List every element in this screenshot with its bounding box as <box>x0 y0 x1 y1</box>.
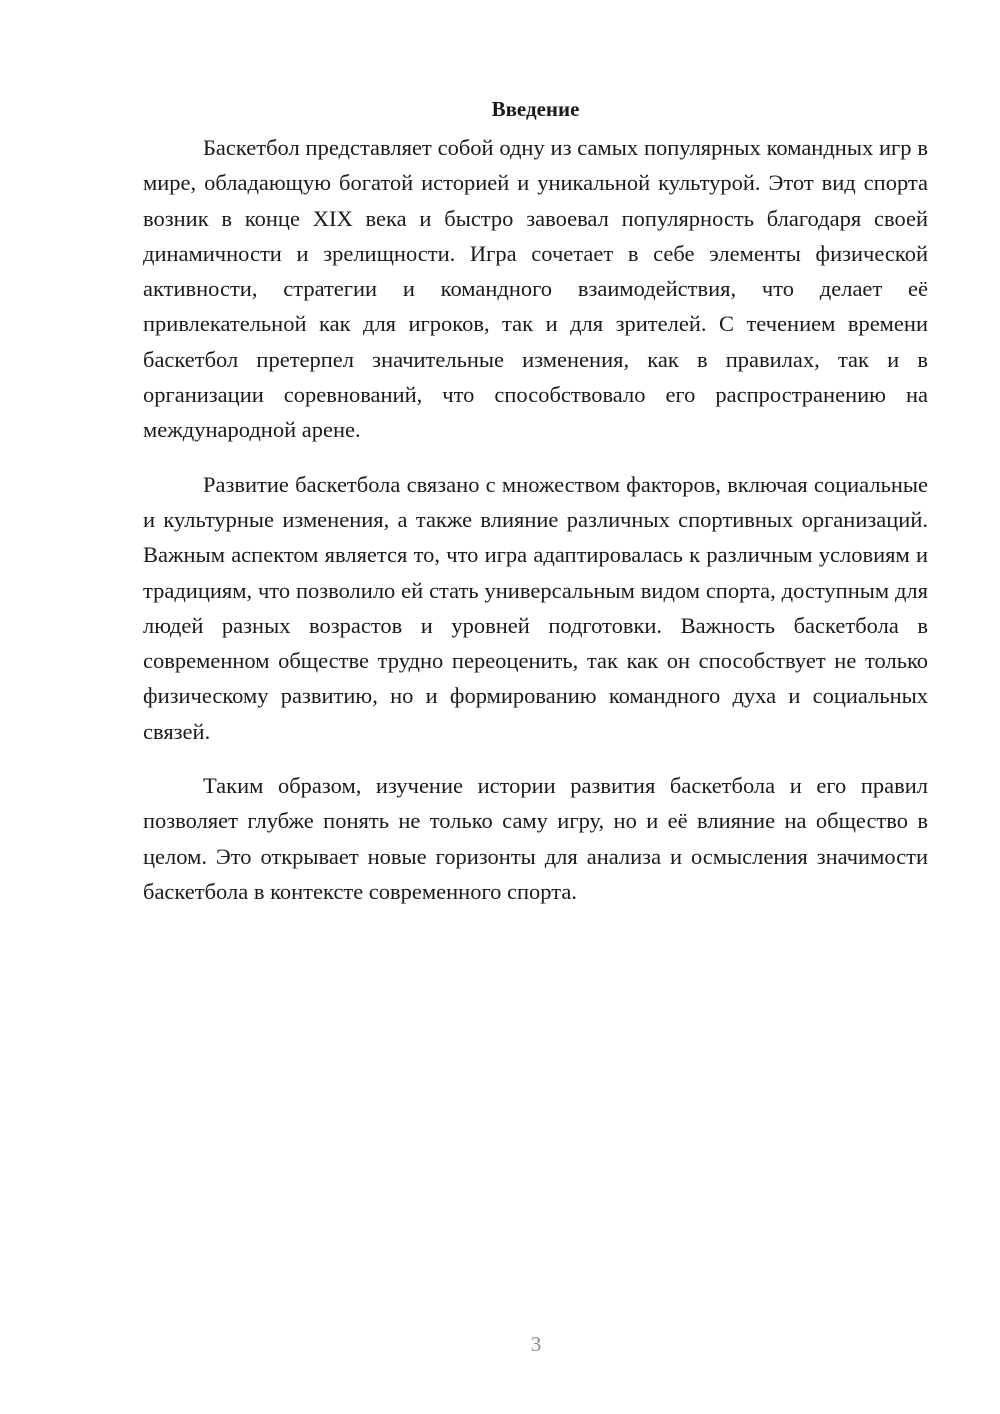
page-number: 3 <box>530 1332 542 1356</box>
page-content <box>143 92 928 928</box>
paragraph-3: Таким образом, изучение истории развития баскетбола и его правил позволяет глубже понять не только саму игру, но и её влияние на общество в целом. Это открывает новые горизонты для анализа и осмысления значимости баскетбола в контексте современного спорта. <box>143 773 928 904</box>
paragraph-2: Развитие баскетбола связано с множеством факторов, включая социальные и культурные изменения, а также влияние различных спортивных организаций. Важным аспектом является то, что игра адаптировалась к различным условиям и традициям, что позволило ей стать универсальным видом спорта, доступным для людей разных возрастов и уровней подготовки. Важность баскетбола в современном обществе трудно переоценить, так как он способствует не только физическому развитию, но и формированию командного духа и социальных связей. <box>143 471 928 744</box>
section-heading: Введение <box>491 97 580 121</box>
paragraph-1: Баскетбол представляет собой одну из самых популярных командных игр в мире, обладающую богатой историей и уникальной культурой. Этот вид спорта возник в конце XIX века и быстро завоевал популярность благодаря своей динамичности и зрелищности. Игра сочетает в себе элементы физической активности, стратегии и командного взаимодействия, что делает её привлекательной как для игроков, так и для зрителей. С течением времени баскетбол претерпел значительные изменения, как в правилах, так и в организации соревнований, что способствовало его распространению на международной арене. <box>143 135 928 443</box>
